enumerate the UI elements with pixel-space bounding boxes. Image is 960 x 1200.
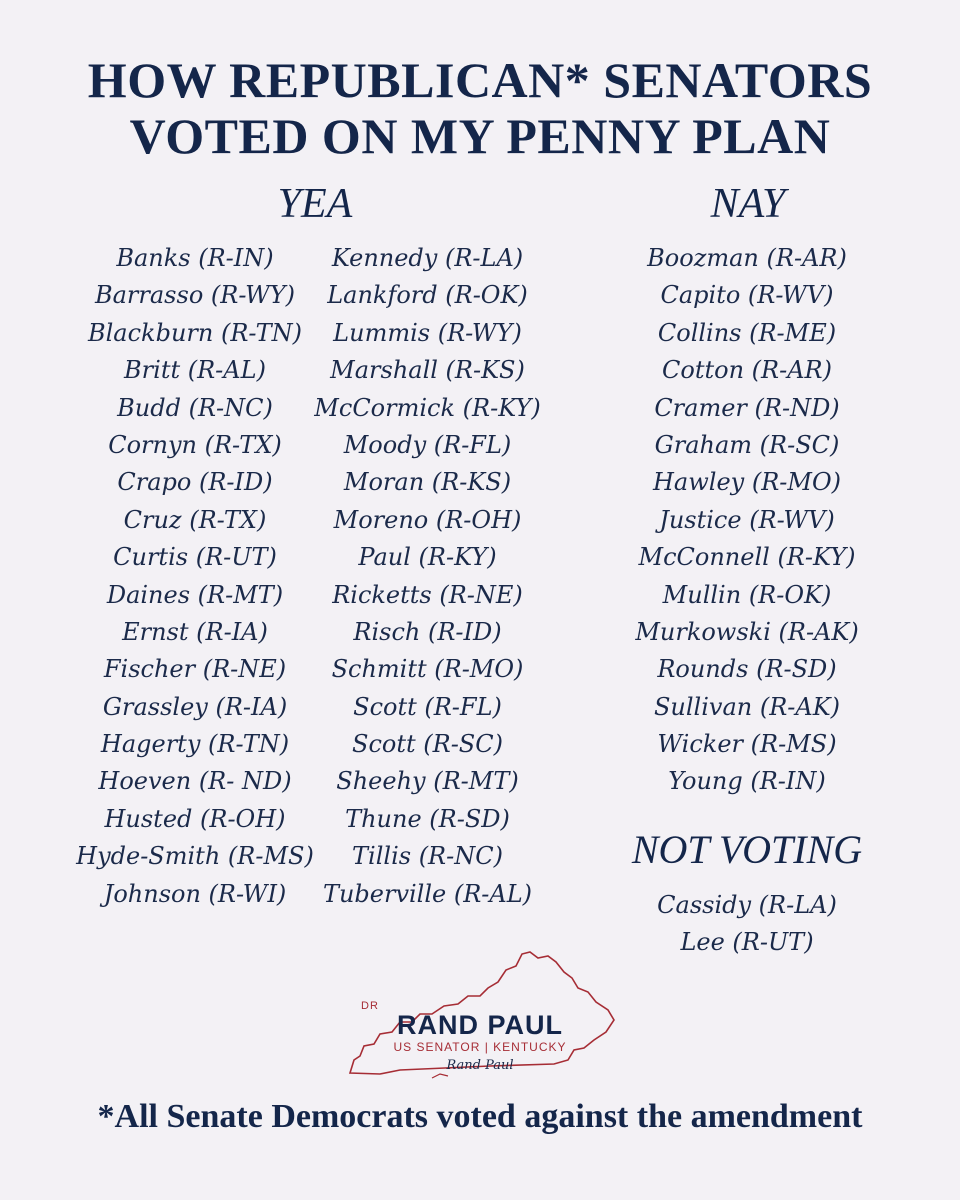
yea-list-column-2	[285, 240, 570, 913]
logo-subtitle: US SENATOR | KENTUCKY	[393, 1040, 567, 1054]
senator-not-voting: Cassidy (R-LA)	[657, 891, 837, 919]
senator-nay: Mullin (R-OK)	[662, 580, 832, 609]
yea-heading: YEA	[277, 181, 353, 227]
senator-yea: Husted (R-OH)	[104, 804, 286, 833]
senator-nay: Boozman (R-AR)	[647, 244, 847, 272]
senator-nay: Cramer (R-ND)	[654, 393, 840, 422]
not-voting-list	[597, 887, 897, 962]
title-line-2: VOTED ON MY PENNY PLAN	[129, 108, 831, 164]
senator-yea: Kennedy (R-LA)	[331, 244, 524, 272]
rand-paul-logo	[340, 948, 620, 1083]
senator-yea: Paul (R-KY)	[358, 543, 497, 572]
senator-nay: McConnell (R-KY)	[638, 543, 856, 572]
senator-yea: Britt (R-AL)	[124, 356, 266, 385]
senator-nay: Hawley (R-MO)	[652, 468, 841, 497]
senator-yea: Crapo (R-ID)	[117, 468, 273, 497]
page-title	[0, 52, 960, 164]
senator-yea: Fischer (R-NE)	[103, 655, 287, 684]
senator-yea: Scott (R-SC)	[352, 730, 503, 759]
senator-nay: Rounds (R-SD)	[657, 655, 837, 684]
senator-yea: Hyde-Smith (R-MS)	[76, 842, 314, 871]
senator-nay: Justice (R-WV)	[659, 505, 835, 534]
logo-signature: Rand Paul	[446, 1058, 514, 1073]
senator-yea: Budd (R-NC)	[117, 393, 273, 422]
senator-yea: Cruz (R-TX)	[123, 505, 267, 534]
senator-yea: Hagerty (R-TN)	[100, 730, 290, 759]
senator-yea: Risch (R-ID)	[353, 617, 502, 646]
senator-yea: Lummis (R-WY)	[333, 318, 522, 347]
senator-nay: Collins (R-ME)	[657, 318, 837, 347]
not-voting-heading: NOT VOTING	[631, 827, 863, 872]
senator-yea: Daines (R-MT)	[106, 580, 284, 609]
senator-yea: Scott (R-FL)	[353, 692, 502, 721]
senator-not-voting: Lee (R-UT)	[680, 928, 814, 957]
senator-yea: Banks (R-IN)	[116, 244, 274, 272]
senator-nay: Cotton (R-AR)	[662, 356, 832, 385]
senator-yea: Ernst (R-IA)	[122, 617, 268, 646]
senator-yea: Grassley (R-IA)	[102, 692, 288, 721]
senator-nay: Murkowski (R-AK)	[635, 617, 859, 646]
senator-yea: Moreno (R-OH)	[333, 505, 522, 534]
senator-yea: Schmitt (R-MO)	[331, 655, 524, 684]
senator-nay: Young (R-IN)	[668, 767, 826, 796]
senator-yea: Tuberville (R-AL)	[322, 879, 533, 908]
senator-nay: Sullivan (R-AK)	[653, 692, 841, 721]
senator-yea: Blackburn (R-TN)	[87, 318, 303, 347]
senator-yea: Thune (R-SD)	[345, 804, 510, 833]
senator-yea: McCormick (R-KY)	[314, 393, 541, 422]
senator-yea: Cornyn (R-TX)	[108, 430, 282, 459]
senator-yea: Lankford (R-OK)	[327, 281, 528, 310]
senator-nay: Wicker (R-MS)	[657, 730, 837, 759]
senator-yea: Curtis (R-UT)	[113, 543, 277, 572]
title-line-1: HOW REPUBLICAN* SENATORS	[87, 52, 873, 108]
nay-list	[597, 240, 897, 801]
nay-heading: NAY	[710, 181, 786, 227]
senator-yea: Sheehy (R-MT)	[336, 767, 519, 796]
senator-nay: Graham (R-SC)	[654, 430, 840, 459]
senator-yea: Moran (R-KS)	[343, 468, 512, 497]
footnote: *All Senate Democrats voted against the amendment	[97, 1098, 863, 1135]
senator-yea: Marshall (R-KS)	[330, 356, 525, 385]
senator-yea: Johnson (R-WI)	[103, 879, 287, 908]
senator-nay: Capito (R-WV)	[660, 281, 834, 310]
logo-dr: DR	[361, 1000, 379, 1012]
senator-yea: Tillis (R-NC)	[352, 842, 503, 871]
senator-yea: Barrasso (R-WY)	[94, 281, 295, 310]
logo-name: RAND PAUL	[397, 1010, 563, 1040]
senator-yea: Moody (R-FL)	[343, 430, 512, 459]
senator-yea: Hoeven (R- ND)	[98, 767, 292, 796]
senator-yea: Ricketts (R-NE)	[332, 580, 523, 609]
